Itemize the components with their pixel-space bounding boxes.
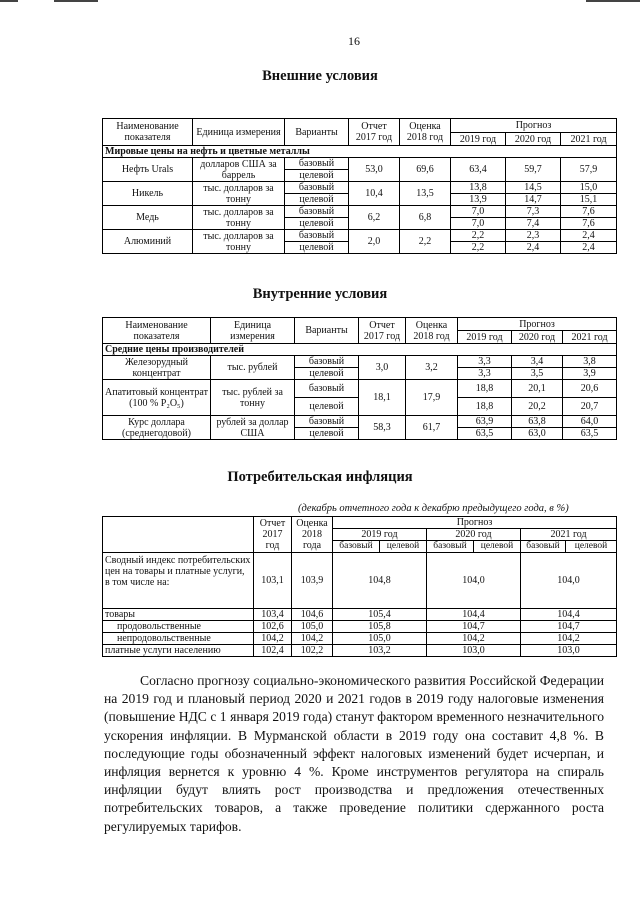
- section-title-external: Внешние условия: [262, 68, 378, 84]
- value-2020: 104,7: [427, 621, 521, 633]
- value-2021: 57,9: [561, 158, 617, 182]
- value-2021: 3,8: [563, 356, 617, 368]
- table-note: (декабрь отчетного года к декабрю предыдущего года, в %): [298, 503, 569, 514]
- header-2021: 2021 год: [561, 133, 617, 146]
- value-2019: 2,2: [451, 230, 506, 242]
- row-name: продовольственные: [103, 621, 254, 633]
- value-2019: 13,9: [451, 194, 506, 206]
- value-2020: 63,0: [512, 428, 563, 440]
- value-2021: 15,1: [561, 194, 617, 206]
- row-unit: тыс. рублей за тонну: [211, 380, 295, 416]
- row-unit: долларов США за баррель: [193, 158, 285, 182]
- row-estimate: 104,2: [292, 633, 333, 645]
- value-2021: 7,6: [561, 218, 617, 230]
- value-2021: 3,9: [563, 368, 617, 380]
- header-unit: Единица измерения: [193, 119, 285, 146]
- header-variants: Варианты: [295, 318, 359, 344]
- value-2021: 103,0: [521, 645, 617, 657]
- row-report: 102,6: [254, 621, 292, 633]
- value-2020: 3,4: [512, 356, 563, 368]
- value-2021: 15,0: [561, 182, 617, 194]
- row-estimate: 105,0: [292, 621, 333, 633]
- row-report: 103,1: [254, 553, 292, 609]
- value-2019: 103,2: [333, 645, 427, 657]
- row-estimate: 6,8: [400, 206, 451, 230]
- row-report: 2,0: [349, 230, 400, 254]
- row-report: 102,4: [254, 645, 292, 657]
- value-2019: 63,4: [451, 158, 506, 182]
- header-target: целевой: [380, 541, 427, 553]
- value-2020: 14,7: [506, 194, 561, 206]
- row-report: 10,4: [349, 182, 400, 206]
- header-variants: Варианты: [285, 119, 349, 146]
- value-2019: 18,8: [458, 380, 512, 398]
- external-conditions-table: [102, 118, 617, 254]
- row-report: 3,0: [359, 356, 406, 380]
- variant-label: целевой: [285, 218, 349, 230]
- row-unit: рублей за доллар США: [211, 416, 295, 440]
- row-estimate: 61,7: [406, 416, 458, 440]
- header-report: Отчет 2017 год: [359, 318, 406, 344]
- section-title-inflation: Потребительская инфляция: [227, 469, 413, 485]
- row-unit: тыс. долларов за тонну: [193, 182, 285, 206]
- row-estimate: 3,2: [406, 356, 458, 380]
- row-name: Курс доллара (среднегодовой): [103, 416, 211, 440]
- value-2020: 104,2: [427, 633, 521, 645]
- row-name: Никель: [103, 182, 193, 206]
- group-header: Средние цены производителей: [103, 344, 617, 356]
- row-estimate: 13,5: [400, 182, 451, 206]
- header-2020: 2020 год: [512, 331, 563, 344]
- header-report: Отчет 2017 год: [254, 517, 292, 553]
- top-edge-line: [54, 0, 98, 2]
- value-2021: 104,7: [521, 621, 617, 633]
- row-name: Алюминий: [103, 230, 193, 254]
- variant-label: базовый: [285, 230, 349, 242]
- value-2020: 7,3: [506, 206, 561, 218]
- value-2020: 104,0: [427, 553, 521, 609]
- row-name: Нефть Urals: [103, 158, 193, 182]
- value-2019: 105,8: [333, 621, 427, 633]
- variant-label: базовый: [285, 206, 349, 218]
- header-forecast: Прогноз: [451, 119, 617, 133]
- row-report: 53,0: [349, 158, 400, 182]
- top-edge-line: [0, 0, 18, 2]
- row-estimate: 103,9: [292, 553, 333, 609]
- value-2020: 20,1: [512, 380, 563, 398]
- value-2020: 63,8: [512, 416, 563, 428]
- header-target: целевой: [566, 541, 617, 553]
- value-2019: 7,0: [451, 218, 506, 230]
- value-2019: 3,3: [458, 368, 512, 380]
- value-2020: 2,4: [506, 242, 561, 254]
- value-2021: 104,0: [521, 553, 617, 609]
- header-target: целевой: [474, 541, 521, 553]
- value-2019: 18,8: [458, 398, 512, 416]
- row-report: 58,3: [359, 416, 406, 440]
- row-name: Апатитовый концентрат (100 % P₂O₅): [103, 380, 211, 416]
- variant-label: целевой: [295, 428, 359, 440]
- value-2020: 14,5: [506, 182, 561, 194]
- variant-label: целевой: [285, 194, 349, 206]
- header-2019: 2019 год: [458, 331, 512, 344]
- variant-label: целевой: [295, 368, 359, 380]
- value-2019: 105,4: [333, 609, 427, 621]
- value-2019: 13,8: [451, 182, 506, 194]
- row-report: 104,2: [254, 633, 292, 645]
- header-report: Отчет 2017 год: [349, 119, 400, 146]
- variant-label: базовый: [295, 416, 359, 428]
- value-2019: 63,9: [458, 416, 512, 428]
- row-unit: тыс. долларов за тонну: [193, 230, 285, 254]
- row-name: Железорудный концентрат: [103, 356, 211, 380]
- value-2020: 2,3: [506, 230, 561, 242]
- header-2021: 2021 год: [563, 331, 617, 344]
- header-base: базовый: [333, 541, 380, 553]
- header-estimate: Оценка 2018 год: [400, 119, 451, 146]
- value-2021: 2,4: [561, 230, 617, 242]
- row-name: платные услуги населению: [103, 645, 254, 657]
- header-forecast: Прогноз: [458, 318, 617, 331]
- header-estimate: Оценка 2018 год: [406, 318, 458, 344]
- top-edge-line: [586, 0, 640, 2]
- row-estimate: 17,9: [406, 380, 458, 416]
- value-2021: 63,5: [563, 428, 617, 440]
- variant-label: базовый: [295, 380, 359, 398]
- body-paragraph: Согласно прогнозу социально-экономического развития Российской Федерации на 2019 год и плановый период 2020 и 2021 годов в 2019 году налоговые изменения (повышение НДС с 1 января 2019 года) станут фактором временного незначительного ускорения инфляции. В Мурманской области в 2019 году она составит 4,8 %. В последующие годы обозначенный эффект налоговых изменений будет исчерпан, и инфляция вернется к уровню 4 %. Кроме инструментов регулятора на спираль инфляции будут влиять рост производства и предложения отечественных потребительских товаров, а также проведение политики сдержанного роста регулируемых тарифов.: [104, 673, 604, 834]
- header-estimate: Оценка 2018 года: [292, 517, 333, 553]
- header-forecast: Прогноз: [333, 517, 617, 529]
- header-base: базовый: [427, 541, 474, 553]
- value-2021: 7,6: [561, 206, 617, 218]
- group-header: Мировые цены на нефть и цветные металлы: [103, 146, 617, 158]
- variant-label: базовый: [285, 182, 349, 194]
- header-unit: Единица измерения: [211, 318, 295, 344]
- variant-label: целевой: [285, 242, 349, 254]
- value-2019: 105,0: [333, 633, 427, 645]
- row-name: Сводный индекс потребительских цен на товары и платные услуги, в том числе на:: [103, 553, 254, 609]
- header-indicator: Наименование показателя: [103, 318, 211, 344]
- row-estimate: 104,6: [292, 609, 333, 621]
- variant-label: целевой: [285, 170, 349, 182]
- row-report: 103,4: [254, 609, 292, 621]
- header-2019: 2019 год: [333, 529, 427, 541]
- header-2020: 2020 год: [506, 133, 561, 146]
- row-estimate: 2,2: [400, 230, 451, 254]
- value-2020: 104,4: [427, 609, 521, 621]
- page-number: 16: [348, 34, 360, 48]
- row-unit: тыс. рублей: [211, 356, 295, 380]
- value-2019: 2,2: [451, 242, 506, 254]
- header-base: базовый: [521, 541, 566, 553]
- value-2020: 103,0: [427, 645, 521, 657]
- row-estimate: 102,2: [292, 645, 333, 657]
- value-2020: 20,2: [512, 398, 563, 416]
- value-2019: 3,3: [458, 356, 512, 368]
- value-2021: 104,2: [521, 633, 617, 645]
- row-report: 6,2: [349, 206, 400, 230]
- inflation-table: [102, 516, 617, 657]
- variant-label: базовый: [285, 158, 349, 170]
- section-title-internal: Внутренние условия: [252, 286, 388, 302]
- variant-label: базовый: [295, 356, 359, 368]
- header-indicator: [103, 517, 254, 553]
- header-2020: 2020 год: [427, 529, 521, 541]
- row-report: 18,1: [359, 380, 406, 416]
- value-2020: 59,7: [506, 158, 561, 182]
- value-2021: 64,0: [563, 416, 617, 428]
- value-2019: 7,0: [451, 206, 506, 218]
- value-2020: 7,4: [506, 218, 561, 230]
- value-2020: 3,5: [512, 368, 563, 380]
- row-name: товары: [103, 609, 254, 621]
- value-2021: 20,7: [563, 398, 617, 416]
- value-2021: 2,4: [561, 242, 617, 254]
- value-2021: 20,6: [563, 380, 617, 398]
- header-2019: 2019 год: [451, 133, 506, 146]
- row-unit: тыс. долларов за тонну: [193, 206, 285, 230]
- value-2019: 63,5: [458, 428, 512, 440]
- row-name: непродовольственные: [103, 633, 254, 645]
- row-name: Медь: [103, 206, 193, 230]
- internal-conditions-table: [102, 317, 617, 440]
- value-2019: 104,8: [333, 553, 427, 609]
- variant-label: целевой: [295, 398, 359, 416]
- row-estimate: 69,6: [400, 158, 451, 182]
- value-2021: 104,4: [521, 609, 617, 621]
- header-indicator: Наименование показателя: [103, 119, 193, 146]
- header-2021: 2021 год: [521, 529, 617, 541]
